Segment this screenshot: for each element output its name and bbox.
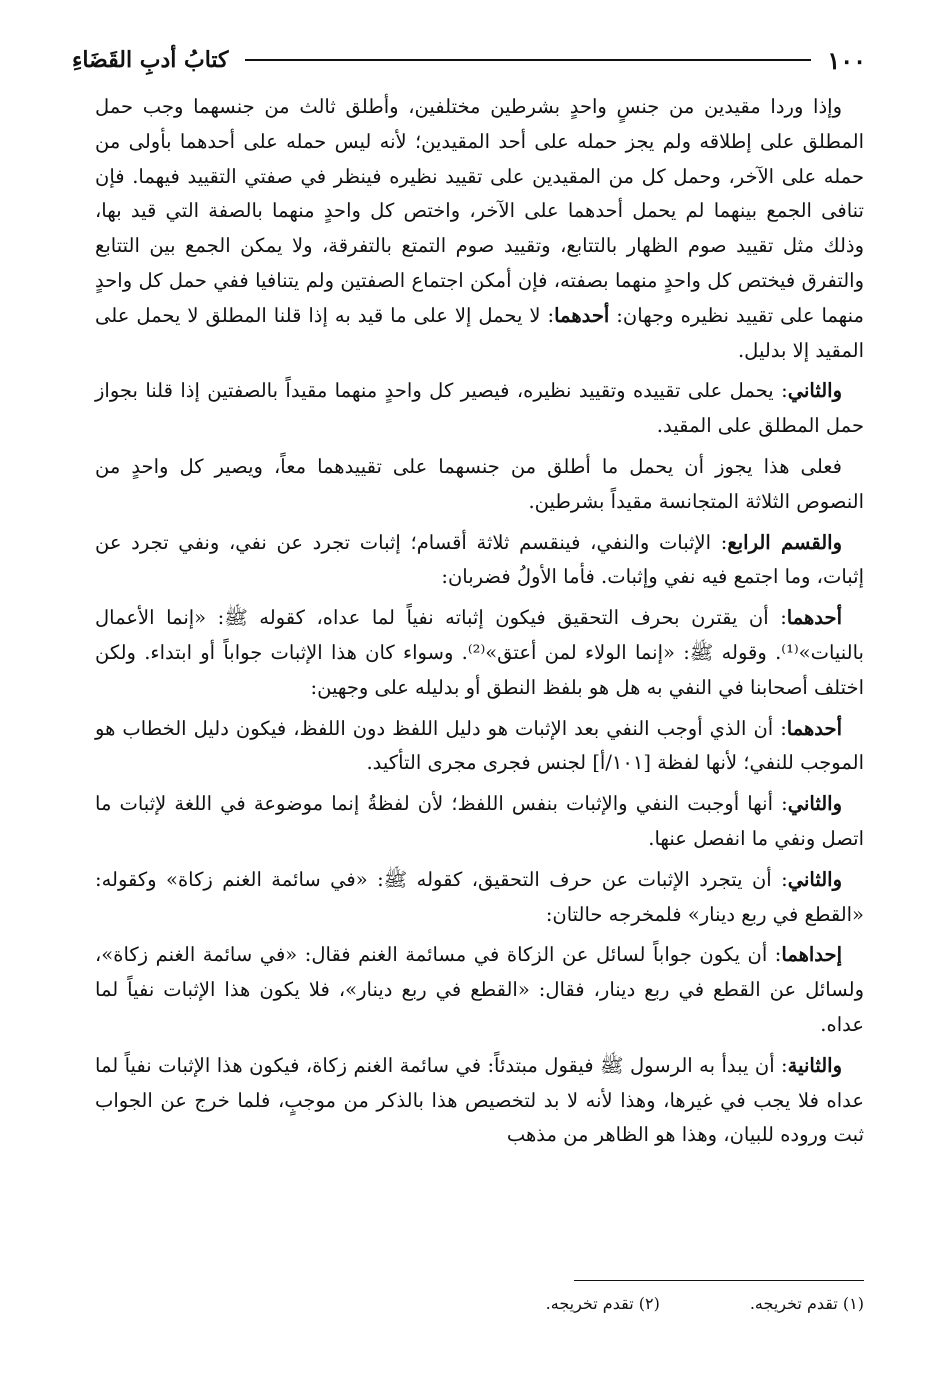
paragraph: والثاني: يحمل على تقييده وتقييد نظيره، فيصير كل واحدٍ منهما مقيداً بالصفتين إذا قلنا بجواز حمل المطلق على المقيد. [95, 379, 864, 438]
footnote-1: (١) تقدم تخريجه. [749, 1294, 864, 1313]
body-text [95, 90, 864, 1159]
paragraph-lead: والثانية [787, 1053, 842, 1077]
page-number: ١٠٠ [827, 45, 866, 75]
header-rule [245, 59, 812, 61]
footnotes [95, 1294, 864, 1313]
paragraph: أحدهما: أن الذي أوجب النفي بعد الإثبات هو دليل اللفظ دون اللفظ، فيكون دليل الخطاب هو الموجب للنفي؛ لأنها لفظة [١٠١/أ] لجنس فجرى مجرى التأكيد. [95, 716, 864, 775]
paragraph-lead: والثاني [787, 379, 842, 403]
footnote-2: (٢) تقدم تخريجه. [545, 1294, 660, 1313]
paragraph: والثانية: أن يبدأ به الرسول ﷺ فيقول مبتدئاً: في سائمة الغنم زكاة، فيكون هذا الإثبات نفياً لما عداه فلا يجب في غيرها، وهذا لأنه لا بد لتخصيص هذا بالذكر من موجبٍ، فلما خرج عن الجواب ثبت وروده للبيان، وهذا هو الظاهر من مذهب [95, 1053, 864, 1147]
paragraph: والثاني: أن يتجرد الإثبات عن حرف التحقيق، كقوله ﷺ: «في سائمة الغنم زكاة» وكقوله: «القطع في ربع دينار» فلمخرجه حالتان: [95, 867, 864, 926]
paragraph: وإذا وردا مقيدين من جنسٍ واحدٍ بشرطين مختلفين، وأطلق ثالث من جنسهما وجب حمل المطلق على إطلاقه ولم يجز حمله على أحد المقيدين؛ لأنه ليس حمله على أحدهما بأولى من حمله على الآخر، وحمل كل من المقيدين على تقييد نظيره فينظر في صفتي التقييد فيهما. فإن تنافى الجمع بينهما لم يحمل أحدهما على الآخر، واختص كل واحدٍ منهما بالصفة التي قيد بها، وذلك مثل تقييد صوم الظهار بالتتابع، وتقييد صوم التمتع بالتفرقة، ولا يمكن الجمع بين التتابع والتفرق فيختص كل واحدٍ منهما بصفته، فإن أمكن اجتماع الصفتين ولم يتنافيا ففي حمل كل واحدٍ منهما على تقييد نظيره وجهان: أحدهما: لا يحمل إلا على ما قيد به إذا قلنا المطلق لا يحمل على المقيد إلا بدليل. [95, 95, 864, 362]
paragraph: أحدهما: أن يقترن بحرف التحقيق فيكون إثباته نفياً لما عداه، كقوله ﷺ: «إنما الأعمال بالنيات»⁽¹⁾. وقوله ﷺ: «إنما الولاء لمن أعتق»⁽²⁾. وسواء كان هذا الإثبات جواباً أو ابتداء. ولكن اختلف أصحابنا في النفي به هل هو بلفظ النطق أو بدليله على وجهين: [95, 606, 864, 699]
paragraph-lead: إحداهما [781, 943, 842, 967]
paragraph-lead: والقسم الرابع [727, 530, 842, 554]
paragraph-lead: والثاني [787, 867, 842, 891]
paragraph: والثاني: أنها أوجبت النفي والإثبات بنفس اللفظ؛ لأن لفظةُ إنما موضوعة في اللغة لإثبات ما اتصل ونفي ما انفصل عنها. [95, 792, 864, 850]
paragraph: فعلى هذا يجوز أن يحمل ما أطلق من جنسهما على تقييدهما معاً، ويصير كل واحدٍ من النصوص الثلاثة المتجانسة مقيداً بشرطين. [95, 454, 864, 513]
footnote-rule [574, 1280, 864, 1281]
paragraph-lead: أحدهما [786, 716, 842, 740]
paragraph: والقسم الرابع: الإثبات والنفي، فينقسم ثلاثة أقسام؛ إثبات تجرد عن نفي، ونفي تجرد عن إثبات، وما اجتمع فيه نفي وإثبات. فأما الأولُ فضربان: [95, 530, 864, 589]
paragraph-lead: والثاني [787, 792, 842, 816]
paragraph: إحداهما: أن يكون جواباً لسائل عن الزكاة في مسائمة الغنم فقال: «في سائمة الغنم زكاة»، ولسائل عن القطع في ربع دينار، فقال: «القطع في ربع دينار»، فلا يكون هذا الإثبات نفياً لما عداه. [95, 943, 864, 1036]
paragraph-lead: أحدهما [554, 303, 610, 327]
page-header [72, 40, 866, 80]
running-title: كتابُ أدبِ القَضَاءِ [72, 47, 229, 73]
paragraph-lead: أحدهما [786, 606, 842, 630]
